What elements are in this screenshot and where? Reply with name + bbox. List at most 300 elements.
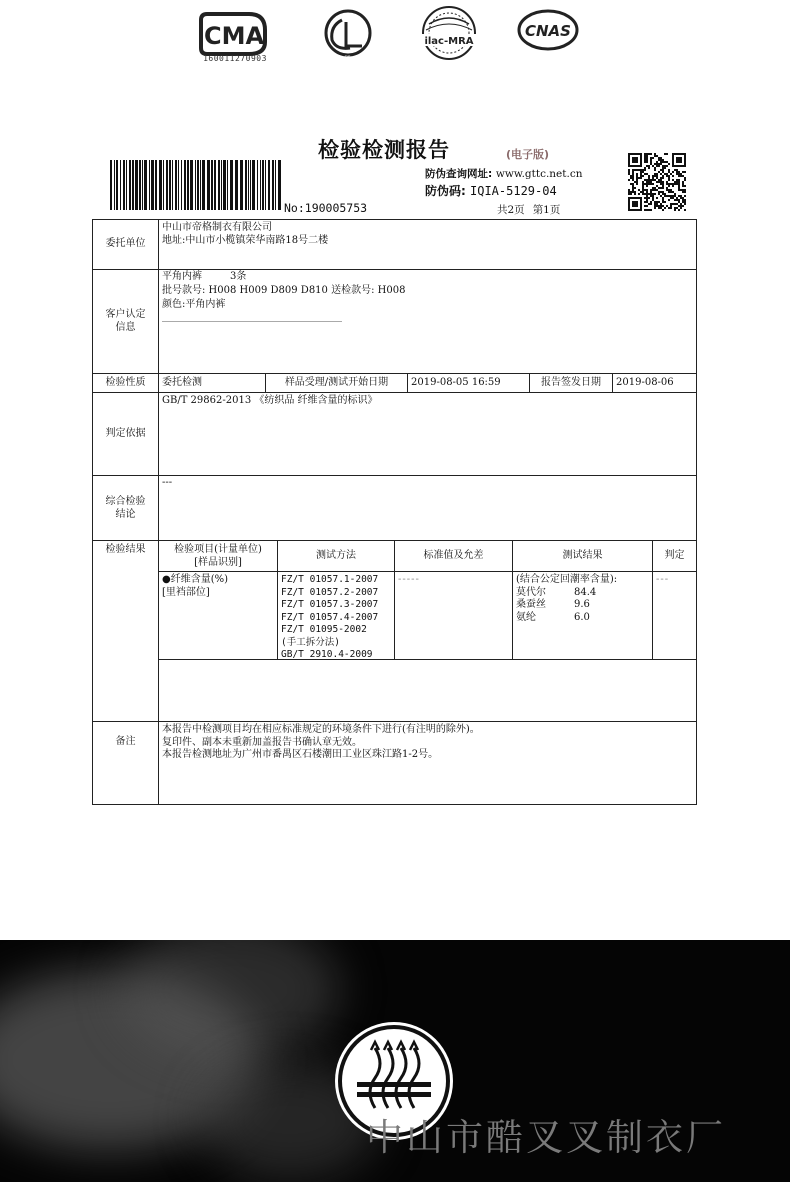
qr-module <box>650 191 652 193</box>
barcode-bar <box>223 160 226 210</box>
barcode-bar <box>166 160 168 210</box>
qr-module <box>666 173 668 175</box>
qr-module <box>644 167 646 169</box>
qr-module <box>650 189 652 191</box>
qr-module <box>642 169 644 171</box>
qr-module <box>666 183 668 185</box>
qr-module <box>632 191 634 193</box>
qr-module <box>670 195 672 197</box>
qr-module <box>662 185 664 187</box>
qr-module <box>664 161 666 163</box>
qr-module <box>654 155 656 157</box>
barcode-bar <box>172 160 173 210</box>
qr-module <box>680 203 682 205</box>
cma-number: 160011270903 <box>203 54 267 63</box>
barcode-bar <box>240 160 243 210</box>
result-row: 莫代尔 84.4 <box>516 586 597 598</box>
qr-module <box>662 205 664 207</box>
qr-module <box>648 165 650 167</box>
qr-module <box>676 183 678 185</box>
qr-module <box>666 153 668 155</box>
qr-module <box>634 193 636 195</box>
qr-module <box>638 193 640 195</box>
report-number: No:190005753 <box>284 201 368 215</box>
barcode-bar <box>155 160 157 210</box>
qr-module <box>668 169 670 171</box>
qr-module <box>642 187 644 189</box>
qr-module <box>642 185 644 187</box>
qr-module <box>668 185 670 187</box>
qr-module <box>632 187 634 189</box>
qr-module <box>658 165 660 167</box>
qr-module <box>650 161 652 163</box>
row-divider <box>92 721 697 722</box>
qr-module <box>674 181 676 183</box>
issue-date: 2019-08-06 <box>616 377 674 388</box>
qr-module <box>656 189 658 191</box>
qr-module <box>658 163 660 165</box>
qr-module <box>678 185 680 187</box>
qr-module <box>660 195 662 197</box>
barcode-bar <box>230 160 233 210</box>
qr-module <box>630 175 632 177</box>
barcode-bar <box>190 160 193 210</box>
qr-module <box>678 187 680 189</box>
qr-module <box>684 203 686 205</box>
received-date-label: 样品受理/测试开始日期 <box>284 377 389 388</box>
qr-module <box>654 207 656 209</box>
qr-module <box>662 161 664 163</box>
qr-module <box>656 197 658 199</box>
qr-module <box>666 181 668 183</box>
qr-module <box>658 191 660 193</box>
qr-module <box>678 183 680 185</box>
barcode-bar <box>135 160 138 210</box>
qr-module <box>658 159 660 161</box>
qr-module <box>642 189 644 191</box>
qr-code <box>628 153 686 211</box>
barcode-bar <box>257 160 258 210</box>
barcode-bar <box>163 160 164 210</box>
qr-module <box>648 193 650 195</box>
barcode-bar <box>262 160 264 210</box>
qr-module <box>650 159 652 161</box>
qr-module <box>676 207 678 209</box>
qr-module <box>650 153 652 155</box>
cal-logo <box>316 8 380 58</box>
qr-module <box>674 199 676 201</box>
qr-module <box>658 179 660 181</box>
barcode-bar <box>169 160 171 210</box>
method-item: FZ/T 01095-2002 <box>281 624 367 635</box>
row-divider <box>92 269 697 270</box>
qr-module <box>634 191 636 193</box>
qr-module <box>664 167 666 169</box>
col-result-header: 测试结果 <box>562 550 603 561</box>
verify-url: 防伪查询网址: www.gttc.net.cn <box>425 168 583 180</box>
qr-module <box>676 197 678 199</box>
result-item: ●纤维含量(%) [里裆部位] <box>162 574 229 598</box>
qr-module <box>638 177 640 179</box>
qr-module <box>654 201 656 203</box>
qr-module <box>652 175 654 177</box>
sample-batch: 批号款号: H008 H009 D809 D810 送检款号: H008 <box>162 285 406 296</box>
barcode-bar <box>187 160 189 210</box>
col-divider <box>407 373 408 393</box>
svg-text:ilac-MRA: ilac-MRA <box>424 36 474 47</box>
method-item: FZ/T 01057.1-2007 <box>281 574 379 585</box>
qr-module <box>660 203 662 205</box>
inspection-type-label: 检验性质 <box>105 377 146 388</box>
qr-module <box>646 205 648 207</box>
barcode-bar <box>132 160 134 210</box>
qr-module <box>644 157 646 159</box>
qr-module <box>668 195 670 197</box>
qr-module <box>644 161 646 163</box>
anti-counterfeit-code: 防伪码: IQIA-5129-04 <box>425 184 557 198</box>
qr-module <box>644 205 646 207</box>
qr-module <box>682 197 684 199</box>
qr-module <box>634 187 636 189</box>
qr-module <box>644 201 646 203</box>
qr-module <box>678 195 680 197</box>
qr-module <box>644 159 646 161</box>
qr-module <box>636 183 638 185</box>
issue-date-label: 报告签发日期 <box>541 377 601 388</box>
qr-module <box>646 185 648 187</box>
qr-module <box>664 207 666 209</box>
brand-banner <box>0 940 790 1182</box>
qr-module <box>646 195 648 197</box>
row-divider <box>92 373 697 374</box>
qr-module <box>680 195 682 197</box>
qr-module <box>682 171 684 173</box>
qr-module <box>650 195 652 197</box>
qr-module <box>632 175 634 177</box>
qr-module <box>678 201 680 203</box>
qr-module <box>678 179 680 181</box>
qr-module <box>632 169 634 171</box>
qr-module <box>656 181 658 183</box>
qr-module <box>668 175 670 177</box>
qr-module <box>656 205 658 207</box>
barcode-bar <box>218 160 220 210</box>
dashed-rule <box>162 321 342 322</box>
qr-finder <box>676 157 682 163</box>
qr-module <box>684 209 686 211</box>
qr-module <box>668 163 670 165</box>
cma-logo <box>197 8 271 58</box>
brand-name: 中山市酷叉叉制衣厂 <box>366 1116 726 1159</box>
table-label-divider <box>158 219 159 805</box>
qr-module <box>676 173 678 175</box>
qr-module <box>640 171 642 173</box>
qr-module <box>660 181 662 183</box>
method-item: FZ/T 01057.3-2007 <box>281 599 379 610</box>
basis-text: GB/T 29862-2013 《纺织品 纤维含量的标识》 <box>162 395 378 406</box>
qr-module <box>644 173 646 175</box>
qr-module <box>648 153 650 155</box>
qr-module <box>652 165 654 167</box>
qr-module <box>652 193 654 195</box>
qr-module <box>652 187 654 189</box>
qr-module <box>670 205 672 207</box>
barcode-bar <box>197 160 199 210</box>
client-label: 委托单位 <box>105 238 146 249</box>
barcode-bar <box>260 160 261 210</box>
conclusion-label: 综合检验 结论 <box>105 496 146 520</box>
barcode-bar <box>139 160 141 210</box>
barcode-bar <box>149 160 150 210</box>
barcode-bar <box>144 160 147 210</box>
qr-module <box>674 193 676 195</box>
barcode-bar <box>265 160 266 210</box>
qr-finder <box>632 201 638 207</box>
qr-module <box>628 179 630 181</box>
qr-module <box>662 183 664 185</box>
qr-module <box>640 173 642 175</box>
qr-module <box>642 183 644 185</box>
qr-module <box>680 207 682 209</box>
barcode-bar <box>142 160 143 210</box>
barcode-bar <box>114 160 115 210</box>
qr-module <box>648 167 650 169</box>
qr-module <box>646 191 648 193</box>
qr-module <box>680 189 682 191</box>
barcode-bar <box>129 160 131 210</box>
qr-finder <box>632 157 638 163</box>
qr-module <box>684 201 686 203</box>
qr-module <box>656 177 658 179</box>
qr-module <box>650 163 652 165</box>
qr-module <box>654 189 656 191</box>
qr-module <box>648 183 650 185</box>
qr-module <box>668 177 670 179</box>
qr-module <box>674 207 676 209</box>
qr-module <box>662 201 664 203</box>
qr-module <box>656 165 658 167</box>
qr-module <box>646 197 648 199</box>
qr-module <box>668 171 670 173</box>
qr-module <box>682 189 684 191</box>
qr-module <box>644 209 646 211</box>
qr-module <box>674 169 676 171</box>
qr-module <box>666 195 668 197</box>
qr-module <box>652 177 654 179</box>
qr-module <box>660 177 662 179</box>
qr-module <box>676 181 678 183</box>
method-list <box>281 574 378 662</box>
qr-module <box>628 191 630 193</box>
qr-module <box>676 169 678 171</box>
qr-module <box>642 171 644 173</box>
qr-module <box>684 189 686 191</box>
qr-module <box>666 165 668 167</box>
qr-module <box>642 175 644 177</box>
barcode-bar <box>202 160 205 210</box>
qr-module <box>642 193 644 195</box>
barcode-bar <box>227 160 228 210</box>
barcode-bar <box>159 160 162 210</box>
barcode-bar <box>268 160 270 210</box>
barcode-bar <box>275 160 276 210</box>
qr-module <box>670 197 672 199</box>
qr-module <box>684 191 686 193</box>
qr-module <box>646 153 648 155</box>
qr-module <box>644 179 646 181</box>
qr-module <box>678 199 680 201</box>
qr-module <box>660 159 662 161</box>
qr-module <box>654 187 656 189</box>
qr-module <box>672 185 674 187</box>
barcode-bar <box>207 160 210 210</box>
method-item: GB/T 2910.4-2009 <box>281 649 373 660</box>
result-values: (结合公定回潮率含量): 莫代尔 84.4 桑蚕丝 9.6 氨纶 6.0 <box>516 574 618 623</box>
qr-module <box>674 203 676 205</box>
qr-module <box>654 193 656 195</box>
qr-module <box>648 181 650 183</box>
qr-module <box>650 181 652 183</box>
qr-module <box>672 183 674 185</box>
judge-value: --- <box>656 574 670 585</box>
qr-module <box>660 173 662 175</box>
qr-module <box>652 197 654 199</box>
qr-module <box>646 173 648 175</box>
qr-module <box>650 203 652 205</box>
table-border-top <box>92 219 697 220</box>
certification-logos <box>0 0 790 90</box>
qr-module <box>682 175 684 177</box>
qr-module <box>628 169 630 171</box>
qr-module <box>654 203 656 205</box>
qr-module <box>634 181 636 183</box>
qr-module <box>630 191 632 193</box>
qr-module <box>646 181 648 183</box>
qr-module <box>682 185 684 187</box>
qr-module <box>652 189 654 191</box>
qr-module <box>642 181 644 183</box>
qr-module <box>646 155 648 157</box>
qr-module <box>658 193 660 195</box>
qr-module <box>644 193 646 195</box>
barcode-bar <box>175 160 177 210</box>
qr-module <box>650 183 652 185</box>
report-title: 检验检测报告 <box>318 138 450 162</box>
qr-module <box>666 161 668 163</box>
qr-module <box>646 157 648 159</box>
qr-module <box>682 201 684 203</box>
qr-module <box>632 189 634 191</box>
qr-module <box>646 189 648 191</box>
qr-module <box>646 179 648 181</box>
qr-module <box>632 177 634 179</box>
qr-module <box>644 183 646 185</box>
row-divider <box>92 392 697 393</box>
qr-module <box>660 183 662 185</box>
qr-module <box>640 175 642 177</box>
qr-module <box>658 201 660 203</box>
qr-module <box>628 189 630 191</box>
svg-text:CNAS: CNAS <box>525 22 571 40</box>
qr-module <box>662 171 664 173</box>
qr-module <box>680 197 682 199</box>
received-date: 2019-08-05 16:59 <box>411 377 501 388</box>
qr-module <box>672 191 674 193</box>
method-item: FZ/T 01057.4-2007 <box>281 611 379 623</box>
qr-module <box>648 197 650 199</box>
qr-module <box>684 171 686 173</box>
ilac-mra-logo <box>414 4 484 62</box>
qr-module <box>654 175 656 177</box>
qr-module <box>650 193 652 195</box>
qr-module <box>632 173 634 175</box>
qr-module <box>664 201 666 203</box>
qr-module <box>658 207 660 209</box>
barcode-bar <box>245 160 247 210</box>
qr-module <box>666 187 668 189</box>
qr-module <box>628 193 630 195</box>
qr-module <box>652 183 654 185</box>
results-header-divider <box>158 571 697 572</box>
qr-module <box>662 159 664 161</box>
qr-module <box>670 183 672 185</box>
results-label: 检验结果 <box>105 544 146 555</box>
qr-module <box>646 199 648 201</box>
qr-module <box>646 201 648 203</box>
qr-module <box>656 203 658 205</box>
qr-module <box>634 169 636 171</box>
barcode-bar <box>200 160 201 210</box>
barcode-bar <box>235 160 238 210</box>
qr-module <box>666 175 668 177</box>
qr-module <box>654 167 656 169</box>
barcode-bar <box>195 160 196 210</box>
qr-module <box>638 169 640 171</box>
qr-module <box>678 171 680 173</box>
qr-module <box>664 193 666 195</box>
qr-module <box>648 179 650 181</box>
qr-module <box>652 195 654 197</box>
qr-module <box>658 187 660 189</box>
qr-module <box>676 199 678 201</box>
barcode-bar <box>178 160 179 210</box>
inspection-type: 委托检测 <box>162 377 202 388</box>
qr-module <box>672 175 674 177</box>
qr-module <box>684 195 686 197</box>
qr-module <box>654 179 656 181</box>
barcode-bar <box>252 160 255 210</box>
qr-module <box>678 181 680 183</box>
qr-module <box>672 171 674 173</box>
barcode-bar <box>120 160 121 210</box>
qr-module <box>652 157 654 159</box>
qr-module <box>664 195 666 197</box>
qr-module <box>658 157 660 159</box>
qr-module <box>684 199 686 201</box>
barcode-bar <box>272 160 274 210</box>
barcode-bar <box>184 160 186 210</box>
qr-module <box>670 189 672 191</box>
barcode-bar <box>250 160 251 210</box>
remarks-label: 备注 <box>115 736 136 747</box>
conclusion-text: --- <box>162 477 173 488</box>
qr-module <box>658 181 660 183</box>
qr-module <box>668 189 670 191</box>
qr-module <box>666 189 668 191</box>
qr-module <box>656 175 658 177</box>
qr-module <box>678 175 680 177</box>
qr-module <box>680 205 682 207</box>
